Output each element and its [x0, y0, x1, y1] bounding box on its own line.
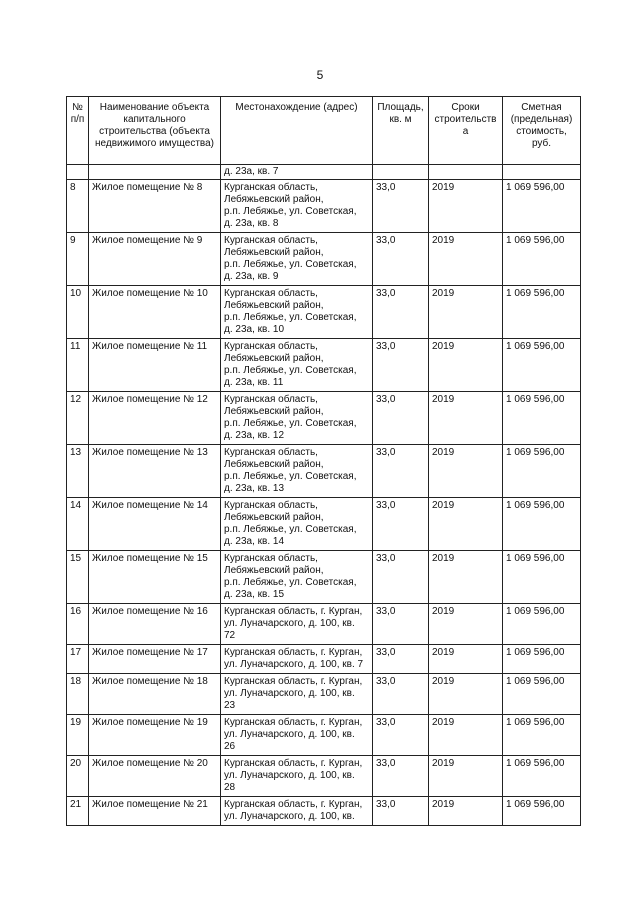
cell-name: Жилое помещение № 17	[89, 645, 221, 674]
cell-num: 8	[67, 180, 89, 233]
cell-address	[221, 715, 373, 756]
address-line: Курганская область,	[224, 447, 318, 458]
cell-area: 33,0	[373, 715, 429, 756]
address-line: Курганская область,	[224, 182, 318, 193]
property-table	[66, 96, 581, 826]
address-line: Курганская область,	[224, 553, 318, 564]
cell-term: 2019	[429, 498, 503, 551]
address-line: Курганская область,	[224, 341, 318, 352]
table-row	[67, 674, 581, 715]
cell-term	[429, 165, 503, 180]
cell-name: Жилое помещение № 8	[89, 180, 221, 233]
header-name: Наименование объекта капитального строительства (объекта недвижимого имущества)	[89, 97, 221, 165]
header-num: № п/п	[67, 97, 89, 165]
cell-area: 33,0	[373, 233, 429, 286]
cell-cost: 1 069 596,00	[503, 392, 581, 445]
address-line: Лебяжьевский район,	[224, 459, 324, 470]
address-line: Лебяжьевский район,	[224, 194, 324, 205]
cell-area: 33,0	[373, 339, 429, 392]
cell-address	[221, 339, 373, 392]
cell-area: 33,0	[373, 674, 429, 715]
address-line: р.п. Лебяжье, ул. Советская,	[224, 418, 357, 429]
table-row	[67, 645, 581, 674]
address-line: д. 23а, кв. 14	[224, 536, 284, 547]
address-line: Курганская область, г. Курган,	[224, 758, 363, 769]
address-line: д. 23а, кв. 9	[224, 271, 279, 282]
cell-name: Жилое помещение № 19	[89, 715, 221, 756]
cell-term: 2019	[429, 645, 503, 674]
address-line: Лебяжьевский район,	[224, 353, 324, 364]
cell-num: 16	[67, 604, 89, 645]
table-row	[67, 551, 581, 604]
table-row	[67, 180, 581, 233]
cell-num: 21	[67, 797, 89, 826]
cell-address	[221, 445, 373, 498]
address-line: р.п. Лебяжье, ул. Советская,	[224, 259, 357, 270]
cell-name: Жилое помещение № 13	[89, 445, 221, 498]
address-line: р.п. Лебяжье, ул. Советская,	[224, 524, 357, 535]
header-address: Местонахождение (адрес)	[221, 97, 373, 165]
cell-area: 33,0	[373, 392, 429, 445]
address-line: д. 23а, кв. 15	[224, 589, 284, 600]
cell-name: Жилое помещение № 12	[89, 392, 221, 445]
address-line: Курганская область, г. Курган,	[224, 647, 363, 658]
address-line: ул. Луначарского, д. 100, кв.	[224, 811, 355, 822]
address-line: ул. Луначарского, д. 100, кв.	[224, 688, 355, 699]
cell-name: Жилое помещение № 9	[89, 233, 221, 286]
cell-address	[221, 498, 373, 551]
cell-area: 33,0	[373, 797, 429, 826]
cell-address	[221, 551, 373, 604]
cell-num: 19	[67, 715, 89, 756]
cell-num: 13	[67, 445, 89, 498]
cell-cost: 1 069 596,00	[503, 756, 581, 797]
cell-cost: 1 069 596,00	[503, 498, 581, 551]
cell-cost: 1 069 596,00	[503, 797, 581, 826]
cell-name: Жилое помещение № 14	[89, 498, 221, 551]
address-line: р.п. Лебяжье, ул. Советская,	[224, 471, 357, 482]
table-row	[67, 797, 581, 826]
cell-area: 33,0	[373, 286, 429, 339]
cell-address: д. 23а, кв. 7	[221, 165, 373, 180]
cell-cost: 1 069 596,00	[503, 180, 581, 233]
cell-num	[67, 165, 89, 180]
cell-cost: 1 069 596,00	[503, 604, 581, 645]
table-row	[67, 498, 581, 551]
cell-address	[221, 180, 373, 233]
address-line: д. 23а, кв. 13	[224, 483, 284, 494]
address-line: д. 23а, кв. 12	[224, 430, 284, 441]
page-number: 5	[316, 68, 324, 82]
cell-area: 33,0	[373, 645, 429, 674]
address-line: Лебяжьевский район,	[224, 300, 324, 311]
cell-address	[221, 233, 373, 286]
cell-area: 33,0	[373, 445, 429, 498]
cell-name: Жилое помещение № 20	[89, 756, 221, 797]
address-line: Курганская область, г. Курган,	[224, 606, 363, 617]
header-area: Площадь, кв. м	[373, 97, 429, 165]
cell-num: 14	[67, 498, 89, 551]
address-line: Курганская область, г. Курган,	[224, 676, 363, 687]
cell-name	[89, 165, 221, 180]
cell-term: 2019	[429, 392, 503, 445]
address-line: Курганская область,	[224, 394, 318, 405]
cell-cost: 1 069 596,00	[503, 233, 581, 286]
cell-num: 11	[67, 339, 89, 392]
table-row	[67, 756, 581, 797]
cell-address	[221, 674, 373, 715]
address-line: 26	[224, 741, 236, 752]
address-line: р.п. Лебяжье, ул. Советская,	[224, 365, 357, 376]
address-line: Курганская область, г. Курган,	[224, 717, 363, 728]
cell-area: 33,0	[373, 180, 429, 233]
cell-num: 10	[67, 286, 89, 339]
cell-address	[221, 756, 373, 797]
cell-address	[221, 392, 373, 445]
cell-address	[221, 645, 373, 674]
cell-area	[373, 165, 429, 180]
cell-cost: 1 069 596,00	[503, 286, 581, 339]
cell-area: 33,0	[373, 551, 429, 604]
address-line: р.п. Лебяжье, ул. Советская,	[224, 206, 357, 217]
address-line: р.п. Лебяжье, ул. Советская,	[224, 577, 357, 588]
cell-name: Жилое помещение № 21	[89, 797, 221, 826]
cell-num: 20	[67, 756, 89, 797]
address-line: ул. Луначарского, д. 100, кв. 7	[224, 659, 364, 670]
cell-num: 12	[67, 392, 89, 445]
cell-name: Жилое помещение № 16	[89, 604, 221, 645]
cell-term: 2019	[429, 445, 503, 498]
table-row	[67, 233, 581, 286]
cell-address	[221, 797, 373, 826]
cell-term: 2019	[429, 797, 503, 826]
cell-num: 17	[67, 645, 89, 674]
address-line: Лебяжьевский район,	[224, 565, 324, 576]
cell-term: 2019	[429, 286, 503, 339]
table-row	[67, 392, 581, 445]
cell-term: 2019	[429, 756, 503, 797]
cell-cost: 1 069 596,00	[503, 445, 581, 498]
cell-address	[221, 286, 373, 339]
cell-name: Жилое помещение № 15	[89, 551, 221, 604]
header-cost: Сметная (предельная) стоимость, руб.	[503, 97, 581, 165]
cell-cost: 1 069 596,00	[503, 339, 581, 392]
cell-cost: 1 069 596,00	[503, 715, 581, 756]
address-line: Курганская область,	[224, 235, 318, 246]
cell-term: 2019	[429, 339, 503, 392]
cell-cost: 1 069 596,00	[503, 645, 581, 674]
cell-term: 2019	[429, 604, 503, 645]
address-line: Курганская область,	[224, 288, 318, 299]
table-row	[67, 604, 581, 645]
header-row	[67, 97, 581, 165]
address-line: Курганская область, г. Курган,	[224, 799, 363, 810]
address-line: Лебяжьевский район,	[224, 512, 324, 523]
cell-num: 9	[67, 233, 89, 286]
table-row	[67, 339, 581, 392]
address-line: 72	[224, 630, 236, 641]
cell-term: 2019	[429, 180, 503, 233]
header-term: Сроки строительства	[429, 97, 503, 165]
address-line: д. 23а, кв. 11	[224, 377, 284, 388]
cell-name: Жилое помещение № 11	[89, 339, 221, 392]
cell-term: 2019	[429, 551, 503, 604]
address-line: ул. Луначарского, д. 100, кв.	[224, 618, 355, 629]
address-line: Лебяжьевский район,	[224, 406, 324, 417]
address-line: ул. Луначарского, д. 100, кв.	[224, 770, 355, 781]
address-line: Лебяжьевский район,	[224, 247, 324, 258]
address-line: Курганская область,	[224, 500, 318, 511]
cell-num: 15	[67, 551, 89, 604]
address-line: д. 23а, кв. 8	[224, 218, 279, 229]
cell-cost: 1 069 596,00	[503, 551, 581, 604]
table-row	[67, 445, 581, 498]
cell-cost: 1 069 596,00	[503, 674, 581, 715]
address-line: д. 23а, кв. 10	[224, 324, 284, 335]
address-line: ул. Луначарского, д. 100, кв.	[224, 729, 355, 740]
cell-area: 33,0	[373, 604, 429, 645]
cell-term: 2019	[429, 674, 503, 715]
address-line: р.п. Лебяжье, ул. Советская,	[224, 312, 357, 323]
cell-cost	[503, 165, 581, 180]
address-line: 23	[224, 700, 236, 711]
cell-term: 2019	[429, 233, 503, 286]
cell-name: Жилое помещение № 10	[89, 286, 221, 339]
continuation-row	[67, 165, 581, 180]
cell-name: Жилое помещение № 18	[89, 674, 221, 715]
cell-address	[221, 604, 373, 645]
cell-area: 33,0	[373, 756, 429, 797]
cell-area: 33,0	[373, 498, 429, 551]
address-line: 28	[224, 782, 236, 793]
table-row	[67, 715, 581, 756]
table-row	[67, 286, 581, 339]
cell-term: 2019	[429, 715, 503, 756]
cell-num: 18	[67, 674, 89, 715]
